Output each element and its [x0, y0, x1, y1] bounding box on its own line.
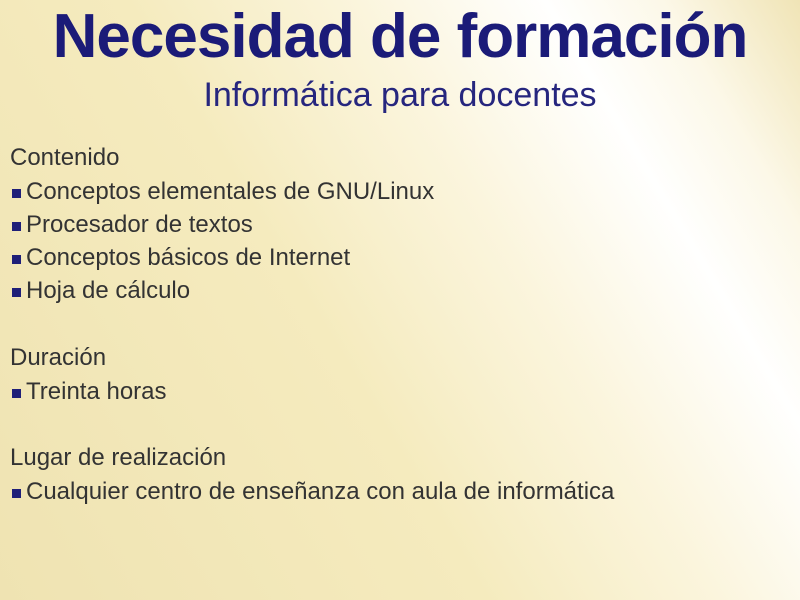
list-item: [10, 274, 790, 307]
list-item: [10, 475, 790, 508]
list-item-label: Conceptos elementales de GNU/Linux: [26, 178, 435, 205]
section-contenido: [10, 140, 790, 307]
section-heading: Duración: [10, 344, 107, 371]
bullet-square-icon: [12, 288, 21, 297]
list-item-label: Procesador de textos: [26, 211, 253, 238]
section-heading: Contenido: [10, 144, 120, 171]
bullet-square-icon: [12, 389, 21, 398]
list-item-label: Cualquier centro de enseñanza con aula de informática: [26, 478, 615, 505]
bullet-square-icon: [12, 189, 21, 198]
bullet-square-icon: [12, 222, 21, 231]
section-lugar: [10, 440, 790, 508]
bullet-square-icon: [12, 489, 21, 498]
bullet-square-icon: [12, 255, 21, 264]
list-item: [10, 241, 790, 274]
list-item: [10, 175, 790, 208]
section-duracion: [10, 340, 790, 408]
list-item-label: Treinta horas: [26, 378, 167, 405]
slide-title: Necesidad de formación: [52, 2, 748, 71]
slide-subtitle: Informática para docentes: [203, 76, 597, 114]
section-heading: Lugar de realización: [10, 444, 227, 471]
list-item: [10, 208, 790, 241]
list-item-label: Conceptos básicos de Internet: [26, 244, 351, 271]
list-item: [10, 375, 790, 408]
list-item-label: Hoja de cálculo: [26, 277, 191, 304]
